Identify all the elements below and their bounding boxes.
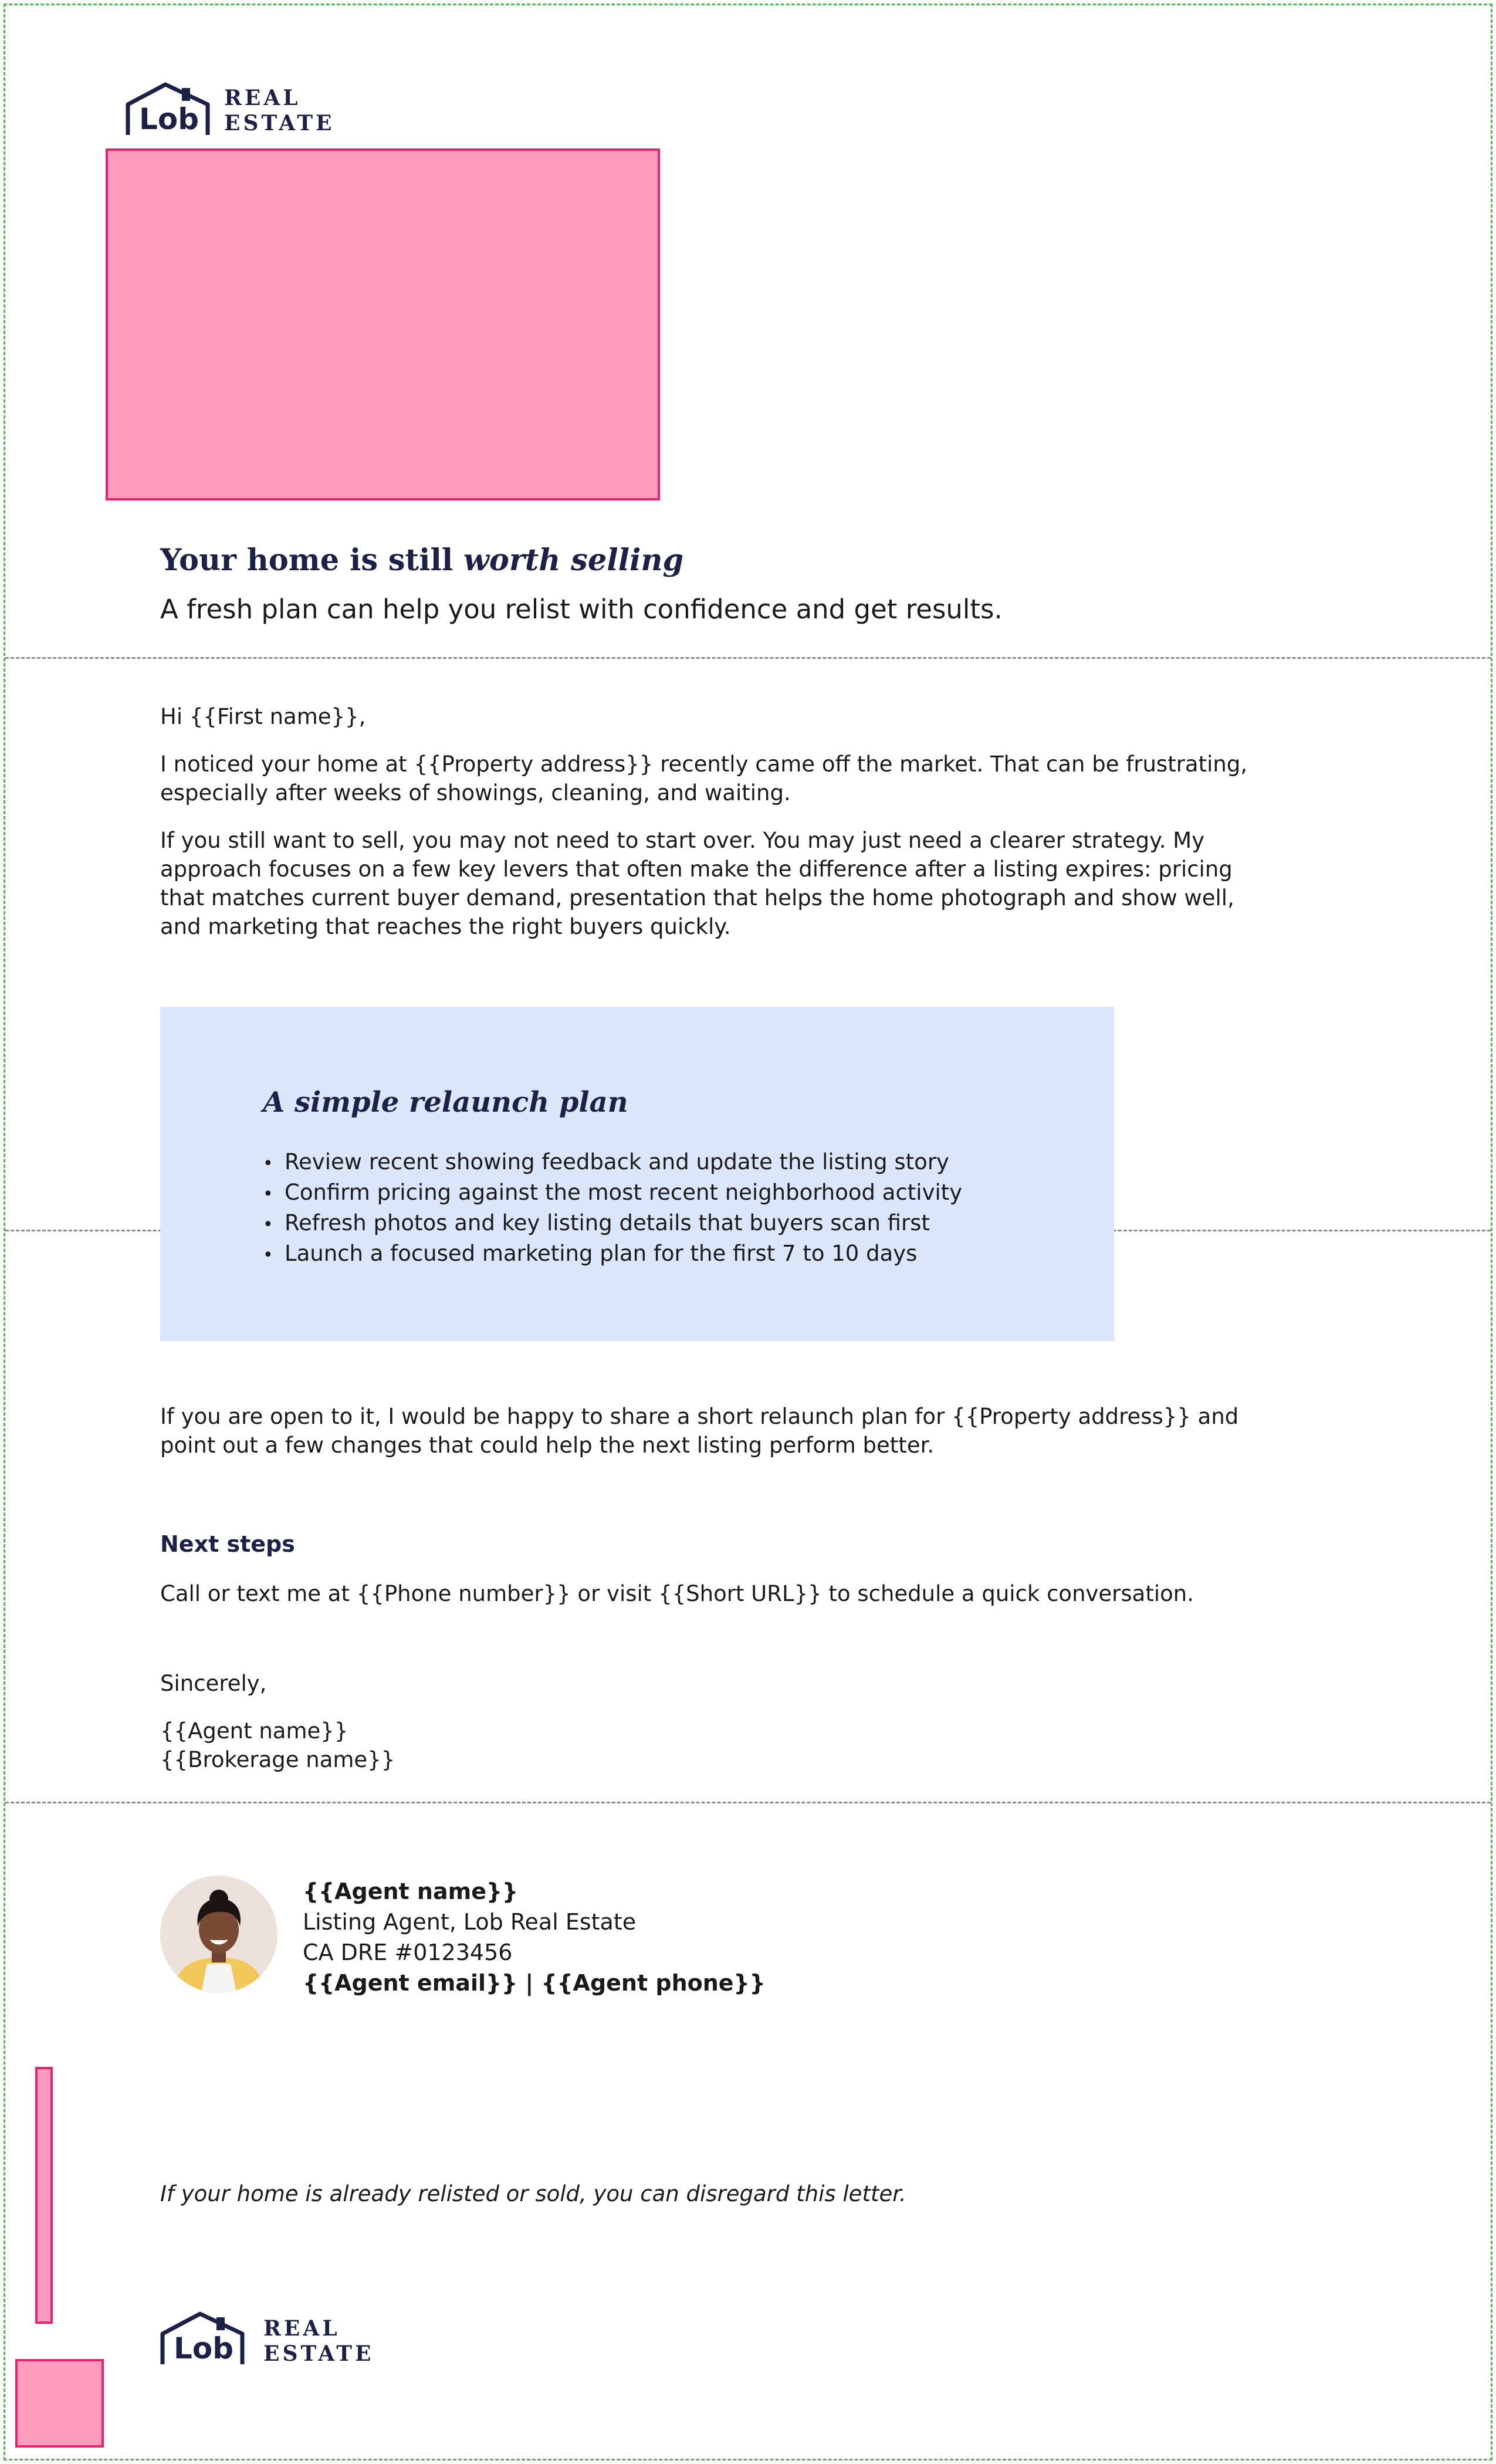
- paragraph-3: If you are open to it, I would be happy to share a short relaunch plan for {{Property address}} and point out a few changes that could help the next listing perform better.: [160, 1404, 1239, 1458]
- next-steps-heading: Next steps: [160, 1531, 295, 1557]
- fold-line-1: [5, 657, 1491, 659]
- agent-portrait-icon: [160, 1876, 277, 1993]
- page-subtitle: A fresh plan can help you relist with confidence and get results.: [160, 594, 1003, 625]
- agent-avatar: [160, 1876, 277, 1993]
- logo-word: Lob: [173, 2331, 234, 2365]
- page-title-plain: Your home is still: [160, 543, 463, 578]
- agent-title: Listing Agent, Lob Real Estate: [303, 1909, 637, 1935]
- callout-title: A simple relaunch plan: [263, 1086, 628, 1119]
- logo-text-line2: ESTATE: [224, 111, 335, 136]
- barcode-zone-placeholder: [35, 2067, 53, 2324]
- signature-brokerage: {{Brokerage name}}: [160, 1747, 395, 1772]
- paragraph-2: If you still want to sell, you may not need to start over. You may just need a clearer strategy. My approach focuses on a few key levers that often make the difference after a listing expires: pricing that matches current buyer demand, presentation that helps the home photograph and show well, and marketing that reaches the right buyers quickly.: [160, 828, 1234, 939]
- logo-text: [224, 86, 334, 136]
- disclaimer: If your home is already relisted or sold, you can disregard this letter.: [160, 2181, 906, 2206]
- callout-list-item: • Launch a focused marketing plan for the first 7 to 10 days: [263, 1239, 962, 1270]
- callout-list-item: • Confirm pricing against the most recent neighborhood activity: [263, 1178, 962, 1209]
- logo-text-line2: ESTATE: [263, 2341, 374, 2367]
- closing: Sincerely,: [160, 1671, 267, 1696]
- address-window-placeholder: [106, 148, 660, 500]
- footer-logo: [160, 2311, 374, 2367]
- page-title-italic: worth selling: [463, 543, 684, 578]
- agent-license: CA DRE #0123456: [303, 1940, 513, 1965]
- house-logo-icon: [126, 82, 217, 136]
- agent-info: [303, 1876, 766, 1998]
- relaunch-plan-callout: [160, 1007, 1114, 1341]
- house-logo-icon: [160, 2311, 252, 2365]
- logo-text: [263, 2316, 374, 2367]
- logo-text-line1: REAL: [263, 2316, 340, 2341]
- agent-name: {{Agent name}}: [303, 1879, 519, 1904]
- agent-contact: {{Agent email}} | {{Agent phone}}: [303, 1970, 766, 1996]
- next-steps-text: Call or text me at {{Phone number}} or visit {{Short URL}} to schedule a quick conversation.: [160, 1581, 1194, 1606]
- corner-mark-placeholder: [15, 2359, 104, 2448]
- paragraph-1: I noticed your home at {{Property address}} recently came off the market. That can be frustrating, especially after weeks of showings, cleaning, and waiting.: [160, 752, 1248, 805]
- logo-text-line1: REAL: [224, 86, 301, 110]
- header-logo: [126, 82, 334, 136]
- page-title: [160, 543, 683, 578]
- callout-list: [263, 1148, 962, 1270]
- fold-line-3: [5, 1802, 1491, 1803]
- signature-name: {{Agent name}}: [160, 1718, 348, 1744]
- greeting: Hi {{First name}},: [160, 704, 366, 729]
- callout-list-item: • Review recent showing feedback and update the listing story: [263, 1148, 962, 1178]
- callout-list-item: • Refresh photos and key listing details that buyers scan first: [263, 1209, 962, 1239]
- logo-word: Lob: [138, 102, 199, 136]
